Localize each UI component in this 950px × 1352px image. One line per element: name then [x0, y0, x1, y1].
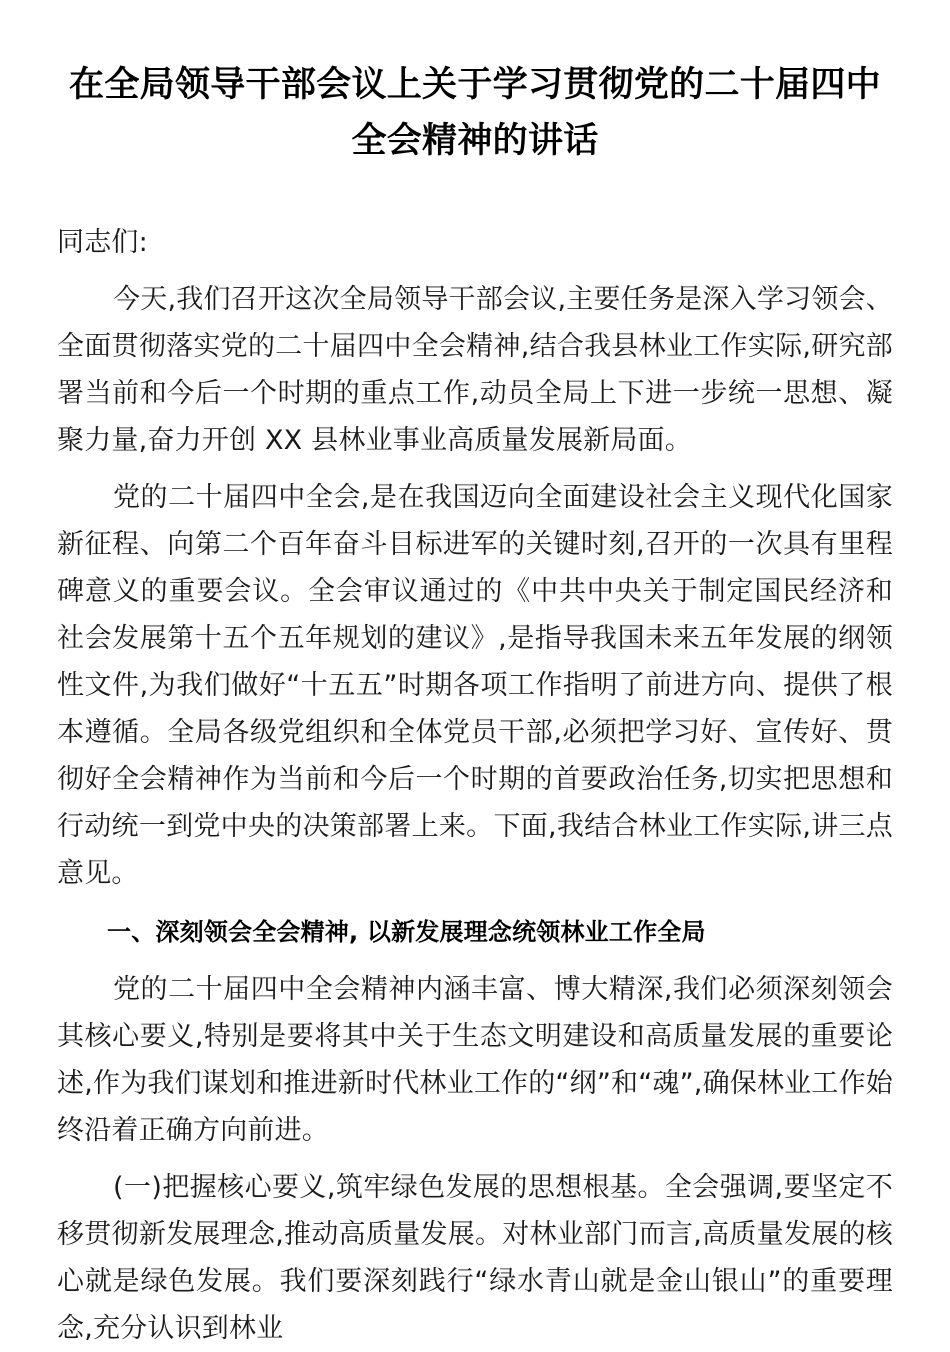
- body-paragraph: 党的二十届四中全会精神内涵丰富、博大精深,我们必须深刻领会其核心要义,特别是要将其中关于生态文明建设和高质量发展的重要论述,作为我们谋划和推进新时代林业工作的“纲”和“魂”,确保林业工作始终沿着正确方向前进。: [57, 974, 893, 1146]
- page-title: 在全局领导干部会议上关于学习贯彻党的二十届四中全会精神的讲话: [69, 65, 881, 161]
- salutation: 同志们:: [57, 227, 148, 258]
- body-paragraph: (一)把握核心要义,筑牢绿色发展的思想根基。全会强调,要坚定不移贯彻新发展理念,推动高质量发展。对林业部门而言,高质量发展的核心就是绿色发展。我们要深刻践行“绿水青山就是金山银山”的重要理念,充分认识到林业: [57, 1172, 893, 1344]
- body-paragraph: 今天,我们召开这次全局领导干部会议,主要任务是深入学习领会、全面贯彻落实党的二十届四中全会精神,结合我县林业工作实际,研究部署当前和今后一个时期的重点工作,动员全局上下进一步统一思想、凝聚力量,奋力开创 XX 县林业事业高质量发展新局面。: [57, 284, 893, 456]
- body-paragraph: 党的二十届四中全会,是在我国迈向全面建设社会主义现代化国家新征程、向第二个百年奋斗目标进军的关键时刻,召开的一次具有里程碑意义的重要会议。全会审议通过的《中共中央关于制定国民经济和社会发展第十五个五年规划的建议》,是指导我国未来五年发展的纲领性文件,为我们做好“十五五”时期各项工作指明了前进方向、提供了根本遵循。全局各级党组织和全体党员干部,必须把学习好、宣传好、贯彻好全会精神作为当前和今后一个时期的首要政治任务,切实把思想和行动统一到党中央的决策部署上来。下面,我结合林业工作实际,讲三点意见。: [57, 482, 893, 889]
- section-heading: 一、深刻领会全会精神, 以新发展理念统领林业工作全局: [107, 918, 706, 946]
